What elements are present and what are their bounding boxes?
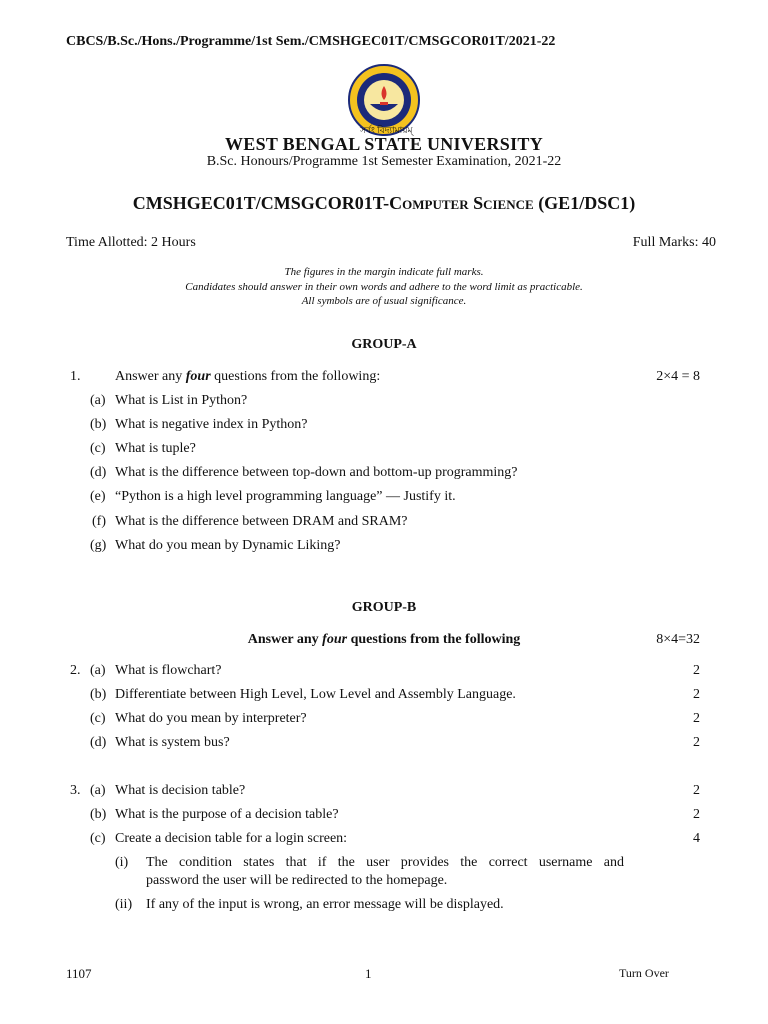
question-text: Answer any four questions from the following: <box>115 369 381 384</box>
item-label: (b) <box>90 807 107 822</box>
item-label: (d) <box>90 735 107 750</box>
exam-title: B.Sc. Honours/Programme 1st Semester Examination, 2021-22 <box>206 154 562 169</box>
item-marks: 2 <box>693 735 700 750</box>
item-label: (c) <box>90 831 106 846</box>
item-text: What is the difference between top-down and bottom-up programming? <box>115 465 518 480</box>
item-label: (c) <box>90 441 106 456</box>
instruction-line: All symbols are of usual significance. <box>301 295 467 307</box>
item-marks: 2 <box>693 663 700 678</box>
paper-suffix: (GE1/DSC1) <box>533 193 636 213</box>
item-label: (g) <box>90 538 107 553</box>
course-code-header: CBCS/B.Sc./Hons./Programme/1st Sem./CMSHGEC01T/CMSGCOR01T/2021-22 <box>66 34 556 49</box>
item-text: What do you mean by interpreter? <box>115 711 307 726</box>
item-label: (a) <box>90 663 106 678</box>
group-b-title: GROUP-B <box>351 600 417 615</box>
item-marks: 2 <box>693 783 700 798</box>
instruction-line: The figures in the margin indicate full marks. <box>284 266 484 278</box>
turn-over: Turn Over <box>619 966 669 980</box>
sub-item-label: (i) <box>115 855 129 870</box>
item-marks: 4 <box>693 831 700 846</box>
item-label: (c) <box>90 711 106 726</box>
group-a-title: GROUP-A <box>351 337 417 352</box>
paper-title <box>0 193 768 214</box>
sub-item-text: If any of the input is wrong, an error message will be displayed. <box>146 897 504 912</box>
question-marks: 2×4 = 8 <box>656 369 700 384</box>
paper-subject: Computer Science <box>389 193 534 213</box>
item-label: (b) <box>90 687 107 702</box>
full-marks: Full Marks: 40 <box>632 235 716 250</box>
item-marks: 2 <box>693 807 700 822</box>
item-text: Create a decision table for a login screen: <box>115 831 348 846</box>
item-text: “Python is a high level programming language” — Justify it. <box>115 489 456 504</box>
paper-code: CMSHGEC01T/CMSGCOR01T- <box>132 193 390 213</box>
item-text: What is tuple? <box>115 441 196 456</box>
item-text: What is List in Python? <box>115 393 248 408</box>
item-text: What is system bus? <box>115 735 230 750</box>
item-label: (b) <box>90 417 107 432</box>
item-label: (a) <box>90 783 106 798</box>
item-text: What is decision table? <box>115 783 246 798</box>
item-label: (f) <box>92 514 106 529</box>
page-number: 1 <box>365 966 372 981</box>
instruction-line: Candidates should answer in their own words and adhere to the word limit as practicable. <box>185 281 583 293</box>
item-label: (e) <box>90 489 106 504</box>
item-label: (d) <box>90 465 107 480</box>
item-text: What do you mean by Dynamic Liking? <box>115 538 341 553</box>
item-text: What is negative index in Python? <box>115 417 308 432</box>
seal-motto: সর্বং বিদ্যামায়ম্ <box>360 125 413 135</box>
item-text: What is the purpose of a decision table? <box>115 807 339 822</box>
item-marks: 2 <box>693 687 700 702</box>
question-number: 1. <box>70 369 81 384</box>
university-name: WEST BENGAL STATE UNIVERSITY <box>224 134 543 154</box>
item-label: (a) <box>90 393 106 408</box>
item-text: What is flowchart? <box>115 663 222 678</box>
item-text: What is the difference between DRAM and SRAM? <box>115 514 408 529</box>
sub-item-text: password the user will be redirected to the homepage. <box>146 873 448 888</box>
question-number: 3. <box>70 783 81 798</box>
footer-code: 1107 <box>66 966 92 981</box>
group-b-instruction: Answer any four questions from the following <box>247 632 521 647</box>
group-b-marks: 8×4=32 <box>656 632 700 647</box>
sub-item-label: (ii) <box>115 897 133 912</box>
item-marks: 2 <box>693 711 700 726</box>
time-allotted: Time Allotted: 2 Hours <box>66 235 196 250</box>
question-number: 2. <box>70 663 81 678</box>
item-text: Differentiate between High Level, Low Level and Assembly Language. <box>115 687 516 702</box>
sub-item-text: The condition states that if the user provides the correct username and <box>146 855 624 870</box>
